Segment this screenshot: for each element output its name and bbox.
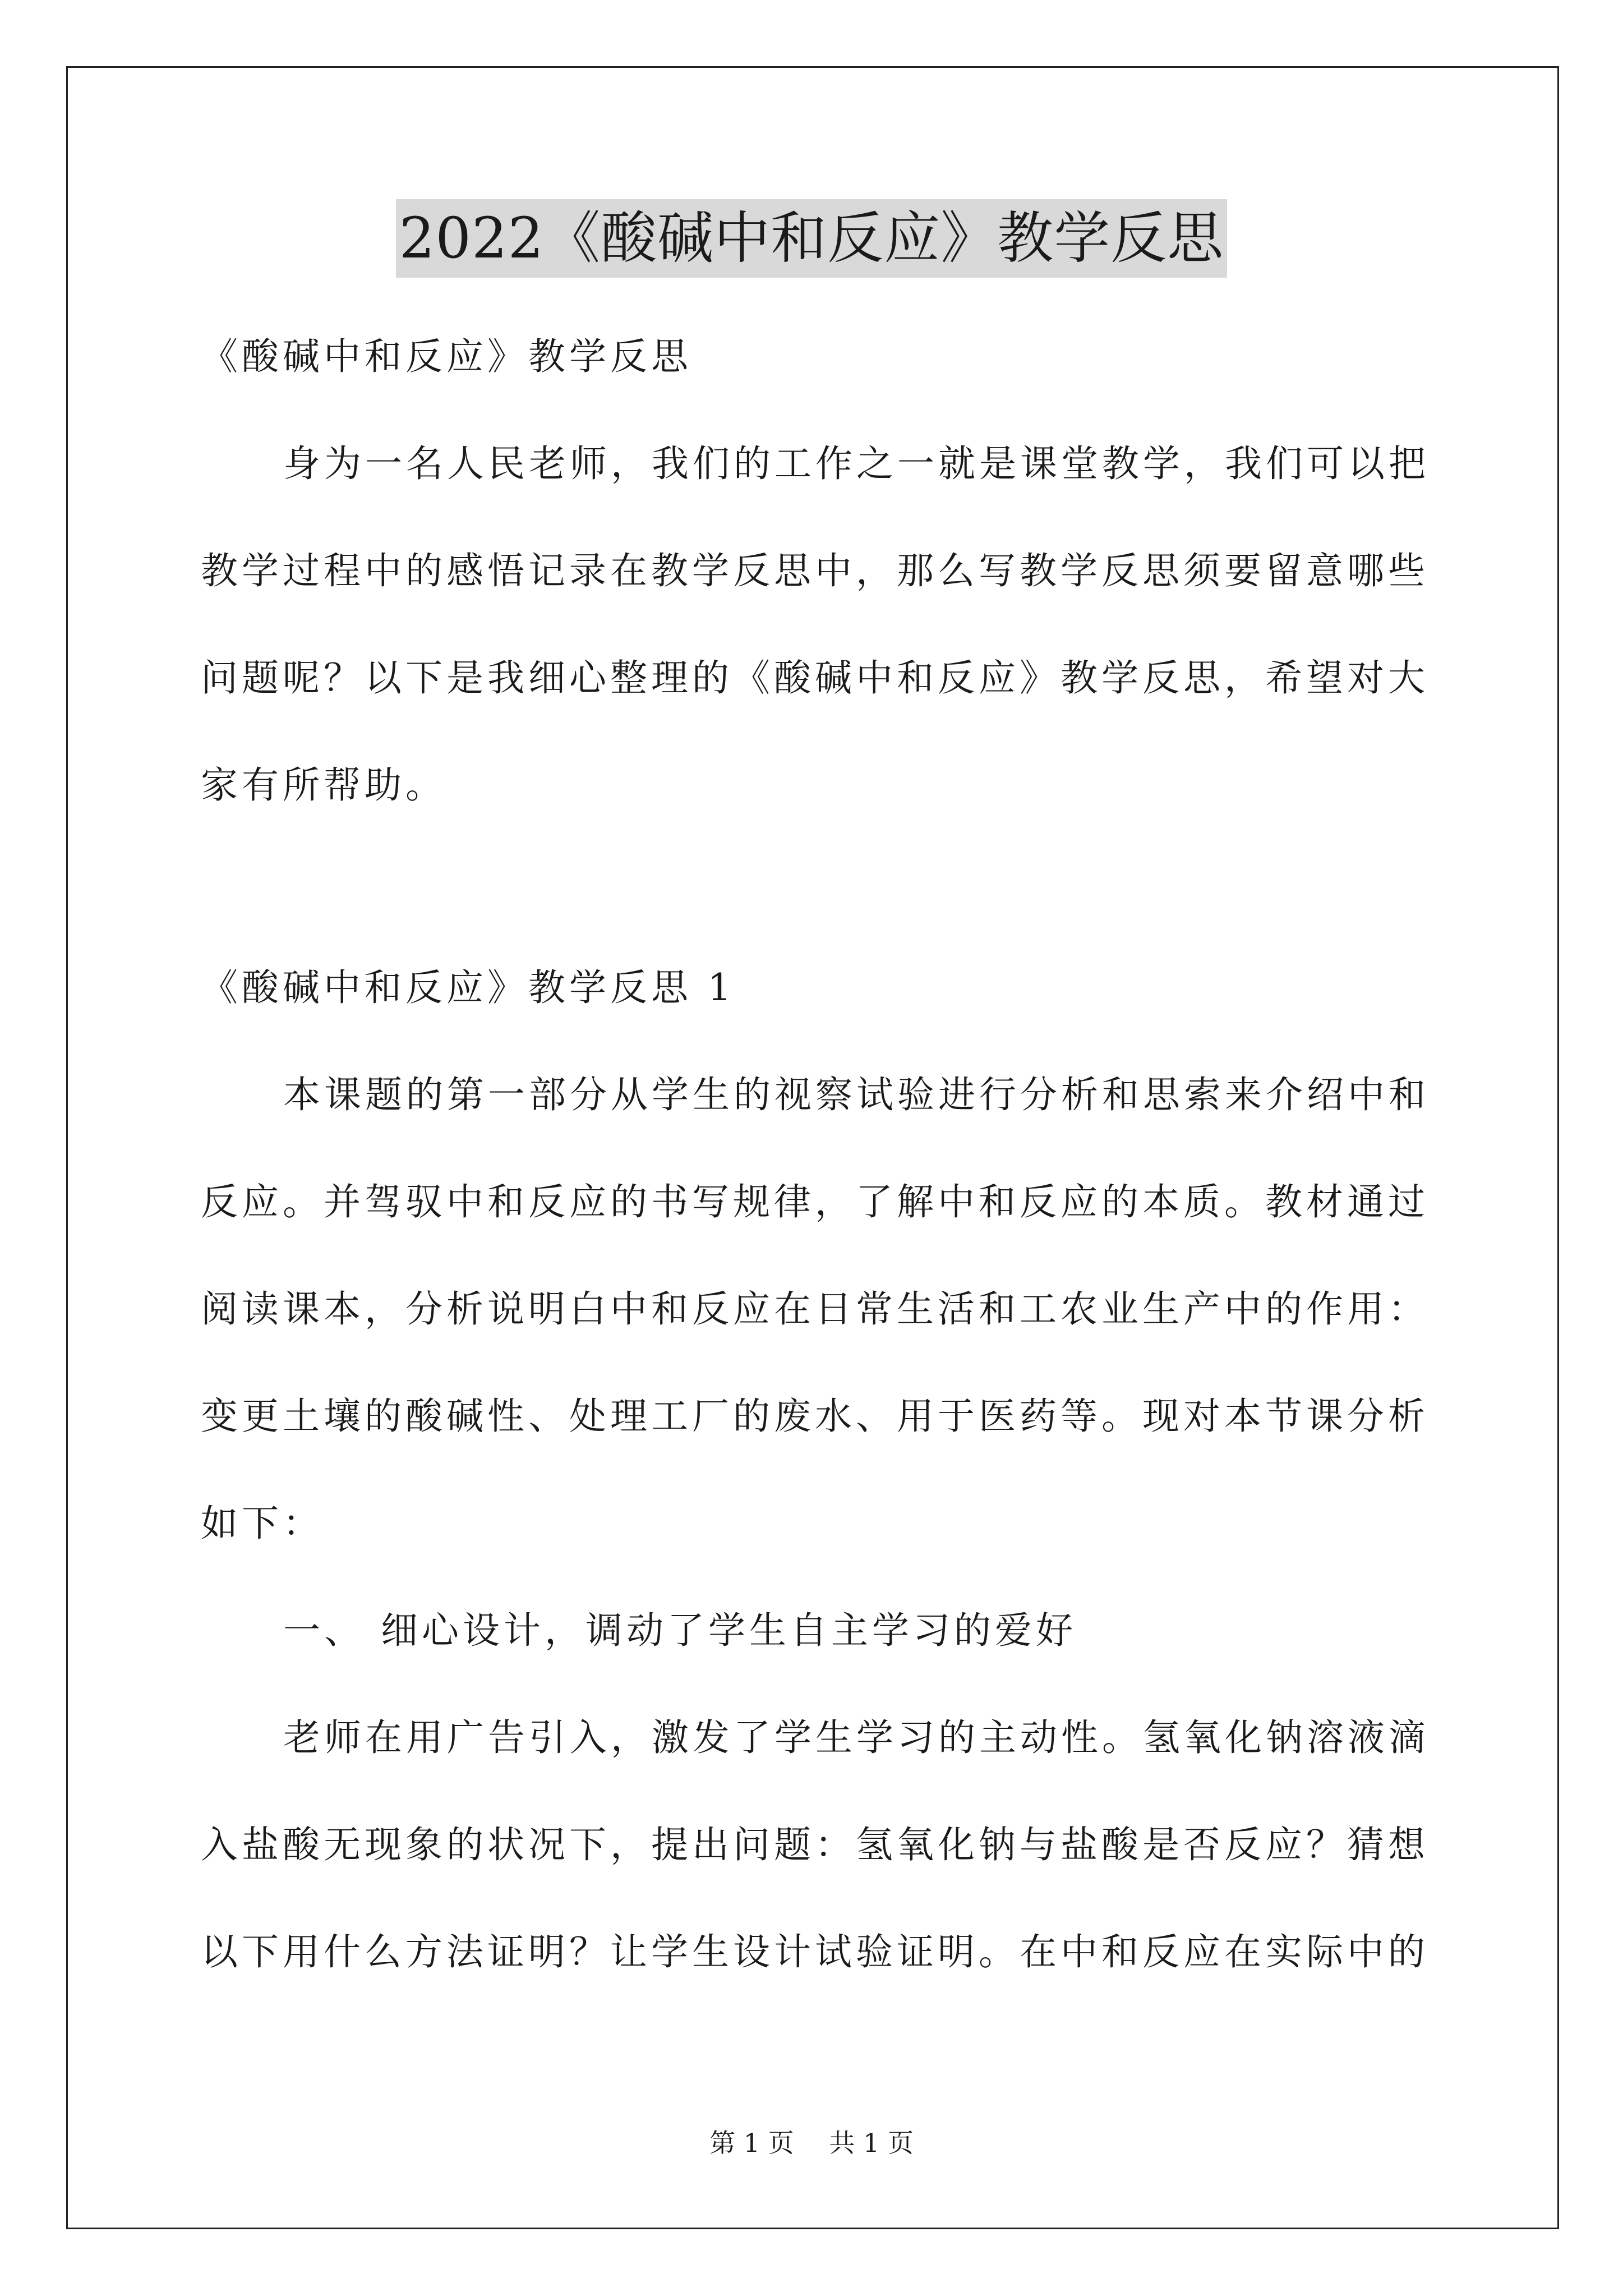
section-heading: 《酸碱中和反应》教学反思 1 bbox=[201, 966, 735, 1009]
paragraph-line: 以下用什么方法证明？让学生设计试验证明。在中和反应在实际中的 bbox=[201, 1930, 1429, 1973]
paragraph-line: 如下： bbox=[201, 1502, 324, 1545]
document-body bbox=[201, 303, 1429, 2005]
title-wrap bbox=[0, 199, 1623, 278]
intro-line: 身为一名人民老师，我们的工作之一就是课堂教学，我们可以把 bbox=[283, 442, 1430, 485]
paragraph-line: 变更土壤的酸碱性、处理工厂的废水、用于医药等。现对本节课分析 bbox=[201, 1395, 1429, 1438]
point-heading: 一、 细心设计，调动了学生自主学习的爱好 bbox=[283, 1609, 1077, 1652]
paragraph-line: 本课题的第一部分从学生的视察试验进行分析和思索来介绍中和 bbox=[283, 1073, 1430, 1116]
page-footer bbox=[0, 2126, 1623, 2160]
intro-line: 教学过程中的感悟记录在教学反思中，那么写教学反思须要留意哪些 bbox=[201, 549, 1429, 592]
page-number: 第 1 页 bbox=[709, 2128, 794, 2158]
intro-line: 问题呢？以下是我细心整理的《酸碱中和反应》教学反思，希望对大 bbox=[201, 656, 1429, 700]
document-title: 2022《酸碱中和反应》教学反思 bbox=[396, 199, 1228, 278]
intro-heading: 《酸碱中和反应》教学反思 bbox=[201, 335, 692, 378]
paragraph-line: 阅读课本，分析说明白中和反应在日常生活和工农业生产中的作用： bbox=[201, 1287, 1429, 1331]
paragraph-gap bbox=[201, 839, 1429, 934]
paragraph-line: 反应。并驾驭中和反应的书写规律，了解中和反应的本质。教材通过 bbox=[201, 1180, 1429, 1223]
paragraph-line: 入盐酸无现象的状况下，提出问题：氢氧化钠与盐酸是否反应？猜想 bbox=[201, 1823, 1429, 1866]
paragraph-line: 老师在用广告引入，激发了学生学习的主动性。氢氧化钠溶液滴 bbox=[283, 1716, 1430, 1759]
intro-line: 家有所帮助。 bbox=[201, 763, 446, 807]
page-total: 共 1 页 bbox=[829, 2128, 914, 2158]
